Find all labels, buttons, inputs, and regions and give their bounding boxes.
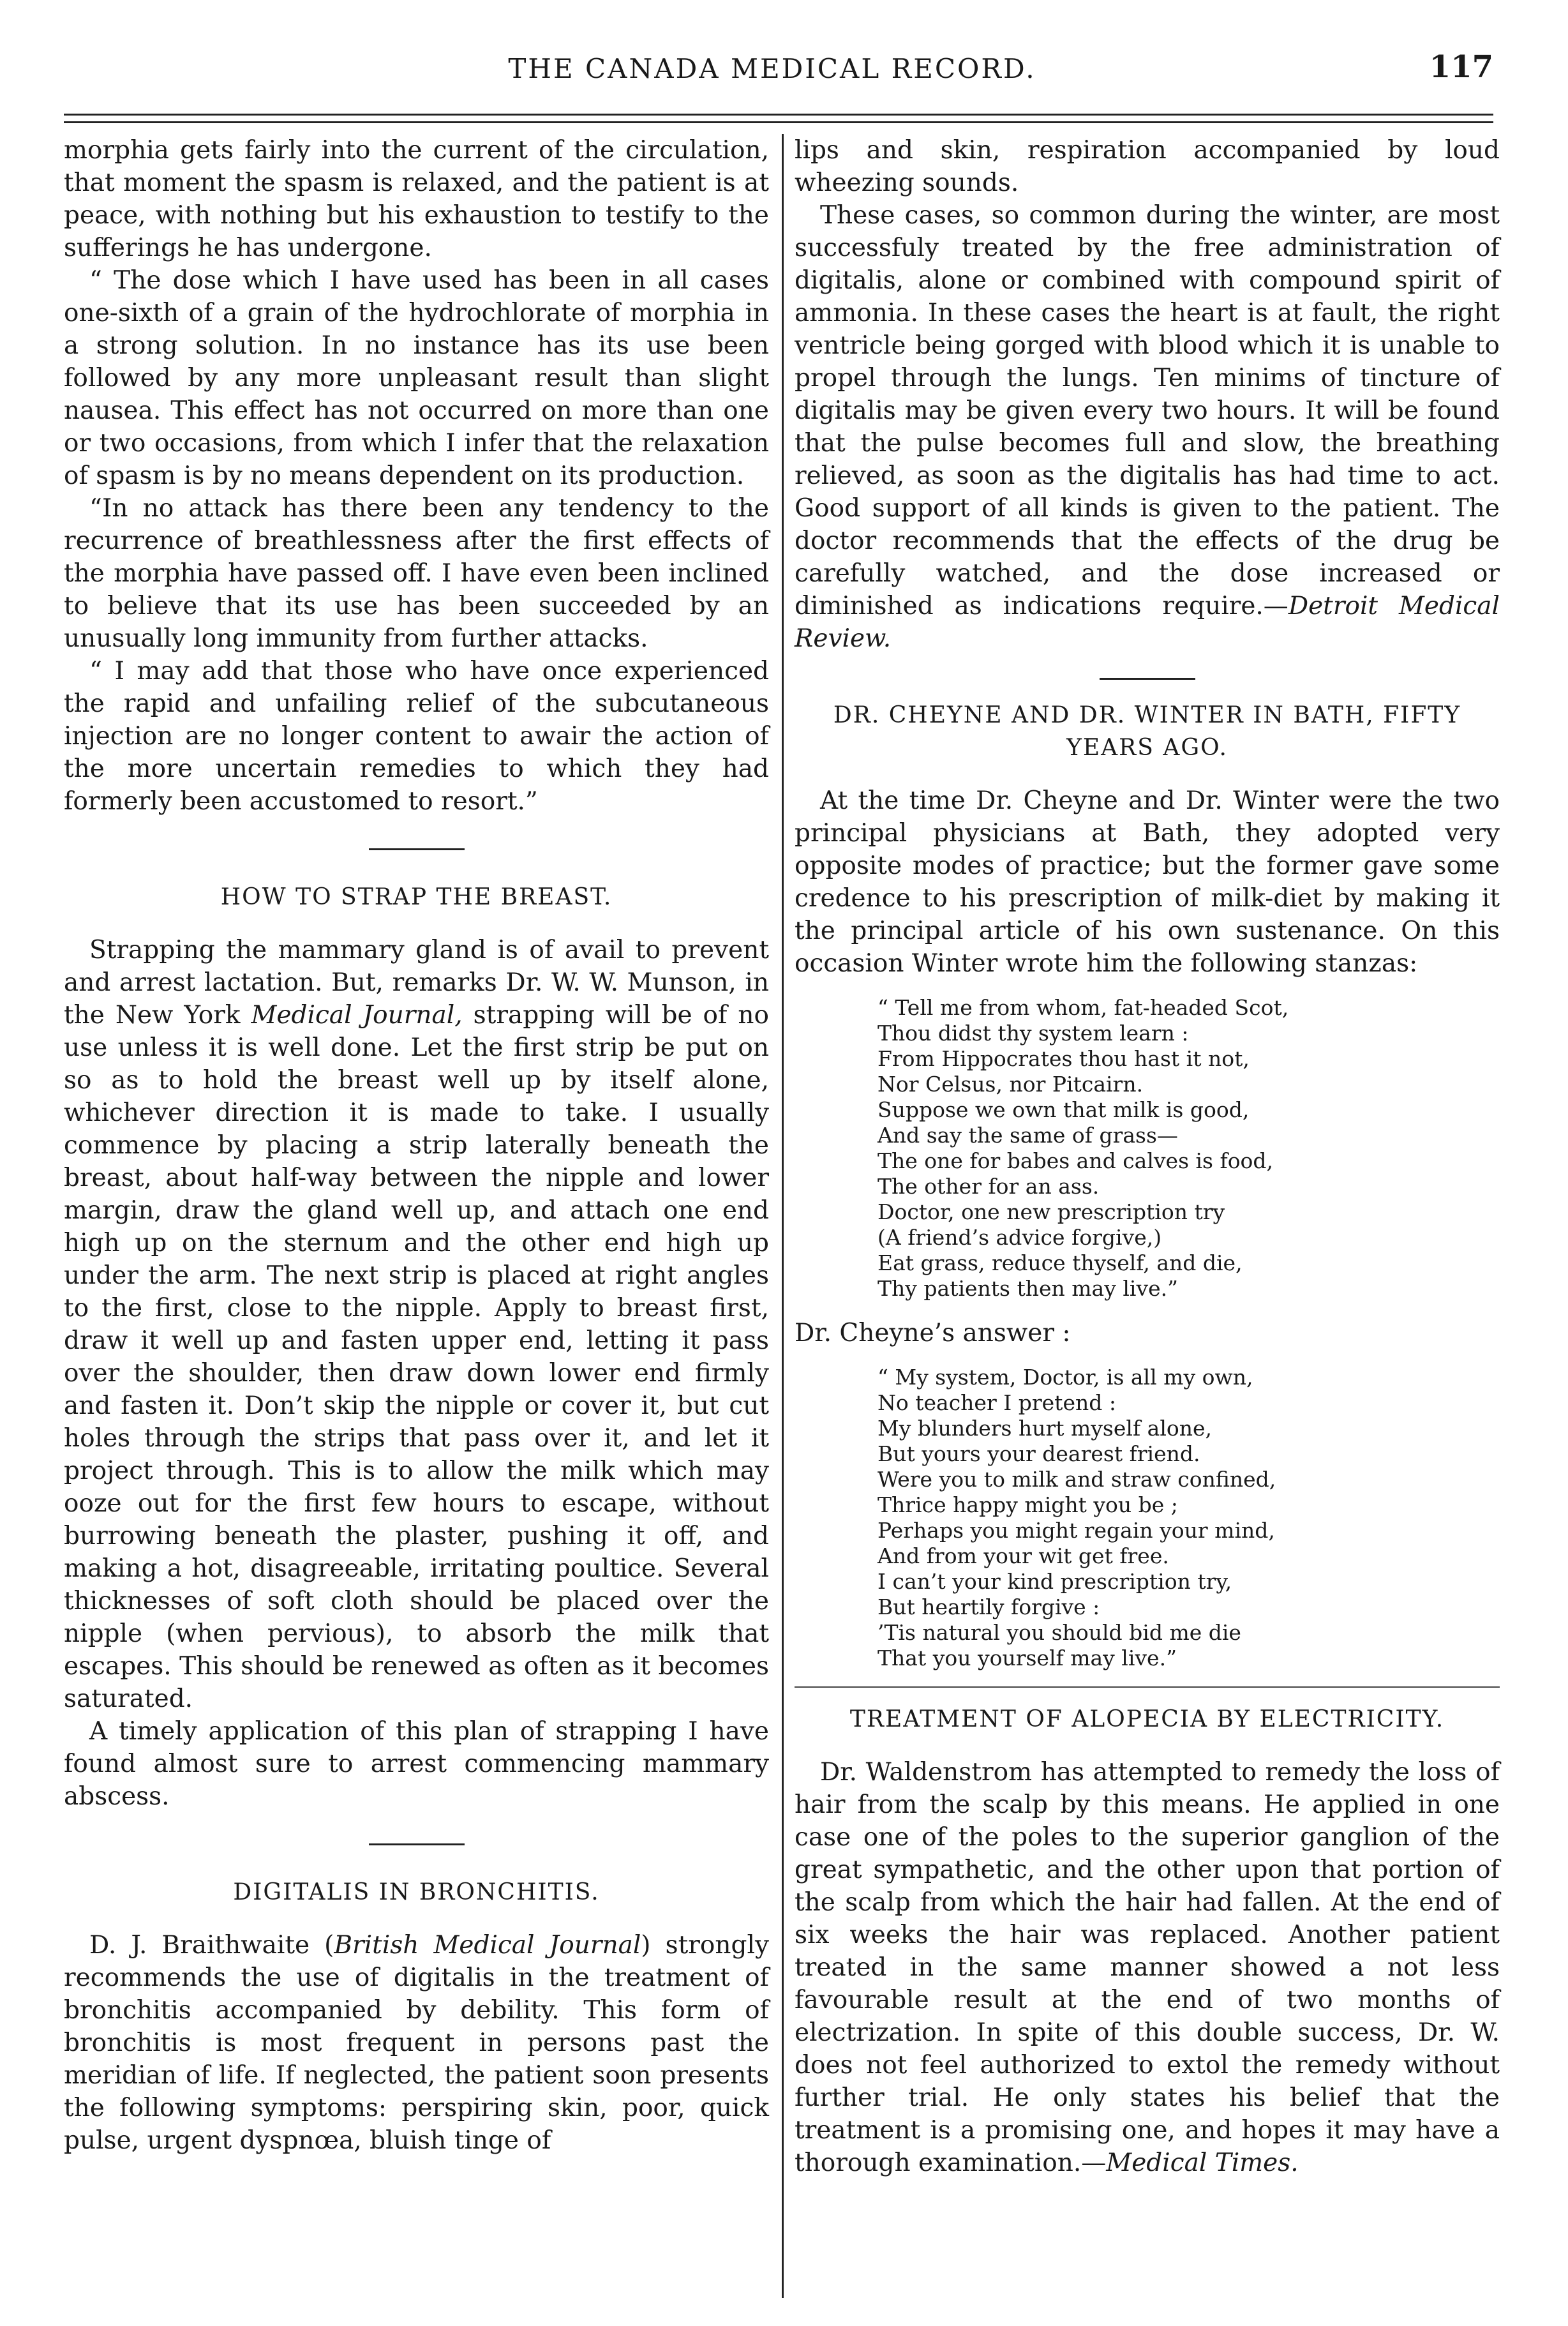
- poem-line: But yours your dearest friend.: [877, 1441, 1200, 1466]
- poem-line: But heartily forgive :: [877, 1594, 1100, 1619]
- poem-line: Eat grass, reduce thyself, and die,: [877, 1250, 1243, 1275]
- journal-name: British Medical Journal: [334, 1931, 641, 1960]
- digitalis-paragraph-1: D. J. Braithwaite (British Medical Journal) strongly recommends the use of digitalis in the treatment of bronchitis accompanied by debility. This form of bronchitis is most frequent in persons past the meridian of life. If neglected, the patient soon presents the following symptoms: perspiring skin, poor, quick pulse, urgent dyspnœa, bluish tinge of: [64, 1931, 769, 2155]
- right-column: [795, 134, 1500, 2179]
- poem-line: “ Tell me from whom, fat-headed Scot,: [877, 995, 1289, 1020]
- heading-digitalis: DIGITALIS IN BRONCHITIS.: [233, 1879, 600, 1905]
- section-separator: [1100, 678, 1195, 680]
- poem-line: Thy patients then may live.”: [877, 1276, 1179, 1301]
- cheyne-winter-paragraph: At the time Dr. Cheyne and Dr. Winter were the two principal physicians at Bath, they adopted very opposite modes of practice; but the former gave some credence to his prescription of milk-diet by making it the principal article of his own sustenance. On this occasion Winter wrote him the following stanzas:: [795, 786, 1500, 978]
- poem-line: Suppose we own that milk is good,: [877, 1097, 1250, 1122]
- poem-line: I can’t your kind prescription try,: [877, 1569, 1232, 1594]
- poem-line: Thrice happy might you be ;: [877, 1492, 1178, 1517]
- poem-line: Perhaps you might regain your mind,: [877, 1518, 1275, 1543]
- poem-line: Doctor, one new prescription try: [877, 1199, 1225, 1224]
- digitalis-paragraph-2: These cases, so common during the winter, are most successfuly treated by the free administration of digitalis, alone or combined with compound spirit of ammonia. In these cases the heart is at fault, the right ventricle being gorged with blood which it is unable to propel through the lungs. Ten minims of tincture of digitalis may be given every two hours. It will be found that the pulse becomes full and slow, the breathing relieved, as soon as the digitalis has had time to act. Good support of all kinds is given to the patient. The doctor recommends that the effects of the drug be carefully watched, and the dose increased or diminished as indications require.—Detroit Medical Review.: [795, 201, 1500, 653]
- alopecia-paragraph: Dr. Waldenstrom has attempted to remedy the loss of hair from the scalp by this means. He applied in one case one of the poles to the superior ganglion of the great sympathetic, and the other upon that portion of the scalp from which the hair had fallen. At the end of six weeks the hair was replaced. Another patient treated in the same manner showed a not less favourable result at the end of two months of electrization. In spite of this double success, Dr. W. does not feel authorized to extol the remedy without further trial. He only states his belief that the treatment is a promising one, and hopes it may have a thorough examination.—Medical Times.: [795, 1758, 1500, 2177]
- heading-cheyne-winter: DR. CHEYNE AND DR. WINTER IN BATH, FIFTY YEARS AGO.: [833, 702, 1461, 761]
- poem-line: Nor Celsus, nor Pitcairn.: [877, 1072, 1144, 1097]
- section-separator: [369, 848, 465, 850]
- poem-line: “ My system, Doctor, is all my own,: [877, 1365, 1253, 1390]
- poem-line: My blunders hurt myself alone,: [877, 1416, 1213, 1441]
- digitalis-continuation: lips and skin, respiration accompanied by loud wheezing sounds.: [795, 136, 1500, 197]
- poem-line: Were you to milk and straw confined,: [877, 1467, 1276, 1492]
- poem-line: And from your wit get free.: [877, 1543, 1169, 1568]
- source-citation: Detroit Medical Review.: [795, 592, 1500, 653]
- poem-line: That you yourself may live.”: [877, 1646, 1177, 1670]
- running-title: THE CANADA MEDICAL RECORD.: [508, 53, 1036, 84]
- poem-cheyne: [877, 1365, 1500, 1671]
- header-rule-top: [64, 114, 1493, 116]
- heading-alopecia: TREATMENT OF ALOPECIA BY ELECTRICITY.: [849, 1706, 1445, 1732]
- heading-strap-breast: HOW TO STRAP THE BREAST.: [220, 884, 613, 910]
- section-separator: [369, 1843, 465, 1845]
- poem-line: From Hippocrates thou hast it not,: [877, 1046, 1250, 1071]
- strap-breast-paragraph-2: A timely application of this plan of strapping I have found almost sure to arrest commencing mammary abscess.: [64, 1717, 769, 1811]
- page-header: [51, 35, 1493, 112]
- header-rule-bottom: [64, 121, 1493, 123]
- poem-line: Thou didst thy system learn :: [877, 1021, 1189, 1046]
- poem-line: ’Tis natural you should bid me die: [877, 1620, 1241, 1645]
- intro-paragraph-1: morphia gets fairly into the current of the circulation, that moment the spasm is relaxed, and the patient is at peace, with nothing but his exhaustion to testify to the sufferings he has undergone.: [64, 136, 769, 262]
- left-column: [64, 134, 769, 2157]
- column-divider: [782, 134, 784, 2298]
- poem-winter: [877, 995, 1500, 1302]
- section-separator: [795, 1686, 1500, 1688]
- strap-breast-paragraph-1: Strapping the mammary gland is of avail to prevent and arrest lactation. But, remarks Dr. W. W. Munson, in the New York Medical Journal, strapping will be of no use unless it is well done. Let the first strip be put on so as to hold the breast well up by itself alone, whichever direction it is made to take. I usually commence by placing a strip laterally beneath the breast, about half-way between the nipple and lower margin, draw the gland well up, and attach one end high up on the sternum and the other end high up under the arm. The next strip is placed at right angles to the first, close to the nipple. Apply to breast first, draw it well up and fasten upper end, letting it pass over the shoulder, then draw down lower end firmly and fasten it. Don’t skip the nipple or cover it, but cut holes through the strips that pass over it, and let it project through. This is to allow the milk which may ooze out for the first few hours to escape, without burrowing beneath the plaster, pushing it off, and making a hot, disagreeable, irritating poultice. Several thicknesses of soft cloth should be placed over the nipple (when pervious), to absorb the milk that escapes. This should be renewed as often as it becomes saturated.: [64, 936, 770, 1713]
- poem-line: The one for babes and calves is food,: [877, 1148, 1274, 1173]
- page-number: 117: [1429, 49, 1493, 85]
- journal-name: Medical Journal,: [251, 1001, 463, 1030]
- poem-line: The other for an ass.: [877, 1174, 1100, 1199]
- source-citation: Medical Times.: [1106, 2149, 1299, 2177]
- intro-paragraph-3: “In no attack has there been any tendency to the recurrence of breathlessness after the first effects of the morphia have passed off. I have even been inclined to believe that its use has been succeeded by an unusually long immunity from further attacks.: [64, 494, 769, 653]
- intro-paragraph-2: “ The dose which I have used has been in all cases one-sixth of a grain of the hydrochlorate of morphia in a strong solution. In no instance has its use been followed by any more unpleasant result than slight nausea. This effect has not occurred on more than one or two occasions, from which I infer that the relaxation of spasm is by no means dependent on its production.: [64, 266, 769, 490]
- poem-line: No teacher I pretend :: [877, 1390, 1116, 1415]
- poem-line: And say the same of grass—: [877, 1123, 1178, 1148]
- answer-label: Dr. Cheyne’s answer :: [795, 1319, 1071, 1347]
- intro-paragraph-4: “ I may add that those who have once experienced the rapid and unfailing relief of the subcutaneous injection are no longer content to awair the action of the more uncertain remedies to which they had formerly been accustomed to resort.”: [64, 657, 769, 816]
- poem-line: (A friend’s advice forgive,): [877, 1225, 1162, 1250]
